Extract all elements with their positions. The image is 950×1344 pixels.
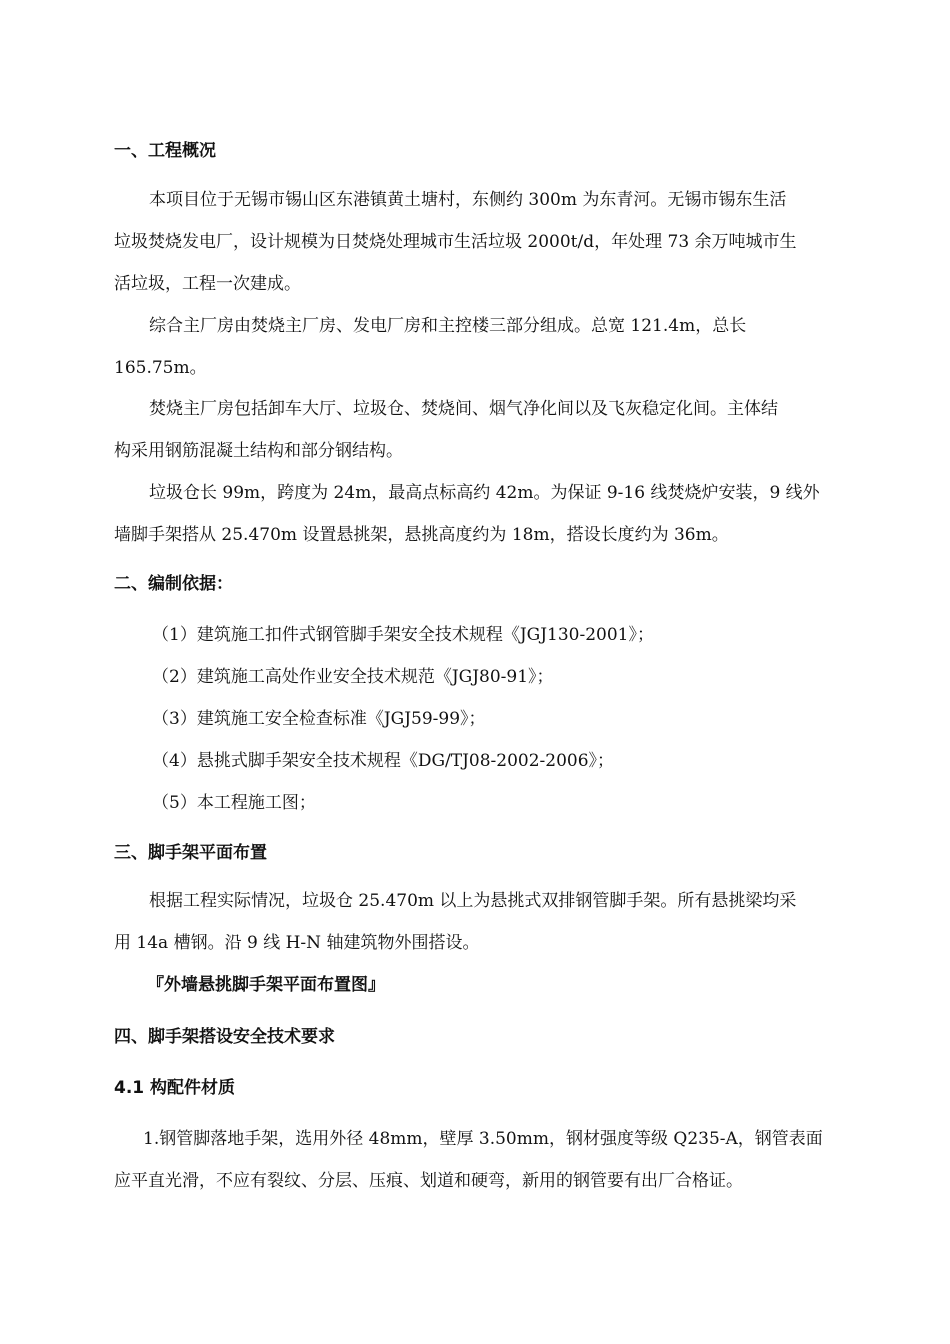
section-heading-2: 二、编制依据： xyxy=(114,574,233,594)
reference-item: （1）建筑施工扣件式钢管脚手架安全技术规程《JGJ130-2001》； xyxy=(152,625,654,645)
paragraph-line: 根据工程实际情况，垃圾仓 25.470m 以上为悬挑式双排钢管脚手架。所有悬挑梁均采 xyxy=(149,891,797,911)
sub-heading: 4.1 构配件材质 xyxy=(114,1078,236,1098)
section-heading-3: 三、脚手架平面布置 xyxy=(114,843,267,863)
paragraph-line: 应平直光滑，不应有裂纹、分层、压痕、划道和硬弯，新用的钢管要有出厂合格证。 xyxy=(114,1171,743,1191)
paragraph-line: 用 14a 槽钢。沿 9 线 H-N 轴建筑物外围搭设。 xyxy=(114,933,480,953)
reference-item: （3）建筑施工安全检查标准《JGJ59-99》； xyxy=(152,709,486,729)
reference-item: （2）建筑施工高处作业安全技术规范《JGJ80-91》； xyxy=(152,667,554,687)
reference-item: （5）本工程施工图； xyxy=(152,793,316,813)
paragraph-line: 活垃圾，工程一次建成。 xyxy=(114,274,301,294)
paragraph-line: 综合主厂房由焚烧主厂房、发电厂房和主控楼三部分组成。总宽 121.4m，总长 xyxy=(149,316,747,336)
section-heading-4: 四、脚手架搭设安全技术要求 xyxy=(114,1027,335,1047)
paragraph-line: 1.钢管脚落地手架，选用外径 48mm，壁厚 3.50mm，钢材强度等级 Q235-A，钢管表面 xyxy=(143,1129,823,1149)
paragraph-line: 垃圾仓长 99m，跨度为 24m，最高点标高约 42m。为保证 9-16 线焚烧炉安装，9 线外 xyxy=(149,483,820,503)
reference-item: （4）悬挑式脚手架安全技术规程《DG/TJ08-2002-2006》； xyxy=(152,751,615,771)
paragraph-line: 构采用钢筋混凝土结构和部分钢结构。 xyxy=(114,441,403,461)
paragraph-line: 165.75m。 xyxy=(114,358,207,378)
paragraph-line: 垃圾焚烧发电厂，设计规模为日焚烧处理城市生活垃圾 2000t/d，年处理 73 余万吨城市生 xyxy=(114,232,797,252)
paragraph-line: 本项目位于无锡市锡山区东港镇黄土塘村，东侧约 300m 为东青河。无锡市锡东生活 xyxy=(149,190,787,210)
figure-caption: 『外墙悬挑脚手架平面布置图』 xyxy=(147,975,385,995)
paragraph-line: 墙脚手架搭从 25.470m 设置悬挑架，悬挑高度约为 18m，搭设长度约为 36m。 xyxy=(114,525,729,545)
section-heading-1: 一、工程概况 xyxy=(114,141,216,161)
paragraph-line: 焚烧主厂房包括卸车大厅、垃圾仓、焚烧间、烟气净化间以及飞灰稳定化间。主体结 xyxy=(149,399,778,419)
